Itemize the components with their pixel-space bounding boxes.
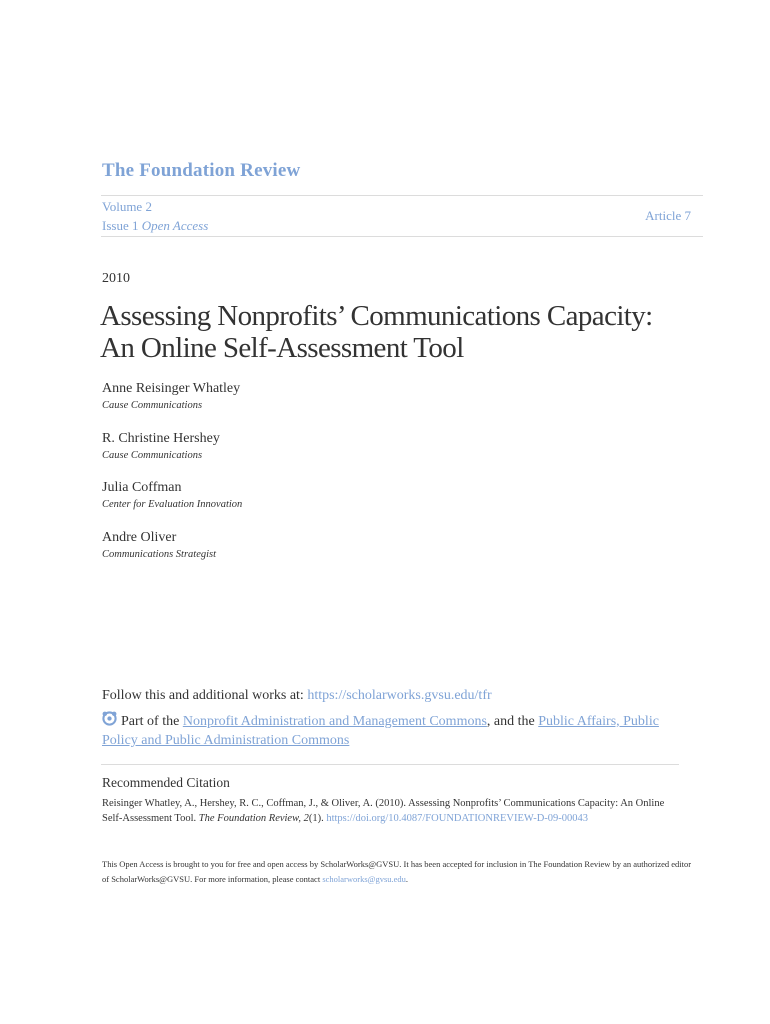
header-top-divider <box>101 195 703 196</box>
contact-email-link[interactable]: scholarworks@gvsu.edu <box>322 874 406 884</box>
volume-link[interactable]: Volume 2 <box>102 199 152 214</box>
recommended-citation-heading: Recommended Citation <box>102 775 230 790</box>
commons-link-nonprofit[interactable]: Nonprofit Administration and Management Commons <box>182 714 487 729</box>
citation-text <box>102 796 682 826</box>
author-affiliation: Cause Communications <box>102 400 203 411</box>
author-name: Anne Reisinger Whatley <box>102 381 241 396</box>
author-affiliation: Cause Communications <box>102 450 203 461</box>
author-name: Andre Oliver <box>102 530 177 545</box>
header-bottom-divider <box>101 236 703 237</box>
repository-link[interactable]: https://scholarworks.gvsu.edu/tfr <box>307 688 492 703</box>
notice-text: This Open Access is brought to you for free and open access by ScholarWorks@GVSU. It has been accepted for inclusion in The Foundation Review by an authorized editor of ScholarWorks@GVSU. For more information, please contact <box>102 859 692 884</box>
article-title-line2: An Online Self-Assessment Tool <box>100 332 464 364</box>
citation-body: Reisinger Whatley, A., Hershey, R. C., Coffman, J., & Oliver, A. (2010). Assessing Nonprofits’ Communications Capacity: An Online Self-Assessment Tool. <box>102 798 665 824</box>
author-block <box>102 480 242 510</box>
citation-divider <box>101 764 679 765</box>
journal-title[interactable]: The Foundation Review <box>102 160 301 181</box>
part-of-line <box>102 711 682 750</box>
issue-line[interactable] <box>102 218 208 234</box>
author-block <box>102 530 216 560</box>
open-access-label: Open Access <box>141 218 209 233</box>
publication-year: 2010 <box>102 271 130 286</box>
commons-link-public-affairs[interactable]: Public Affairs, Public Policy and Public Administration Commons <box>102 714 659 748</box>
author-name: Julia Coffman <box>102 480 182 495</box>
part-of-middle: , and the <box>486 714 539 729</box>
part-of-prefix: Part of the <box>121 714 183 729</box>
notice-end: . <box>405 874 409 884</box>
author-name: R. Christine Hershey <box>102 431 220 446</box>
commons-network-icon <box>102 711 117 726</box>
follow-line <box>102 688 492 704</box>
citation-issue: (1). <box>308 813 327 824</box>
open-access-notice <box>102 857 692 887</box>
issue-link[interactable]: Issue 1 <box>102 218 139 233</box>
author-block <box>102 381 240 411</box>
article-title-line1: Assessing Nonprofits’ Communications Capacity: <box>100 300 653 332</box>
author-block <box>102 431 220 461</box>
article-number[interactable]: Article 7 <box>645 208 691 223</box>
citation-journal: The Foundation Review, 2 <box>198 813 309 824</box>
article-title <box>100 300 720 364</box>
author-affiliation: Communications Strategist <box>102 549 217 560</box>
author-affiliation: Center for Evaluation Innovation <box>102 499 243 510</box>
doi-link[interactable]: https://doi.org/10.4087/FOUNDATIONREVIEW-D-09-00043 <box>326 813 589 824</box>
follow-text: Follow this and additional works at: <box>102 688 308 703</box>
